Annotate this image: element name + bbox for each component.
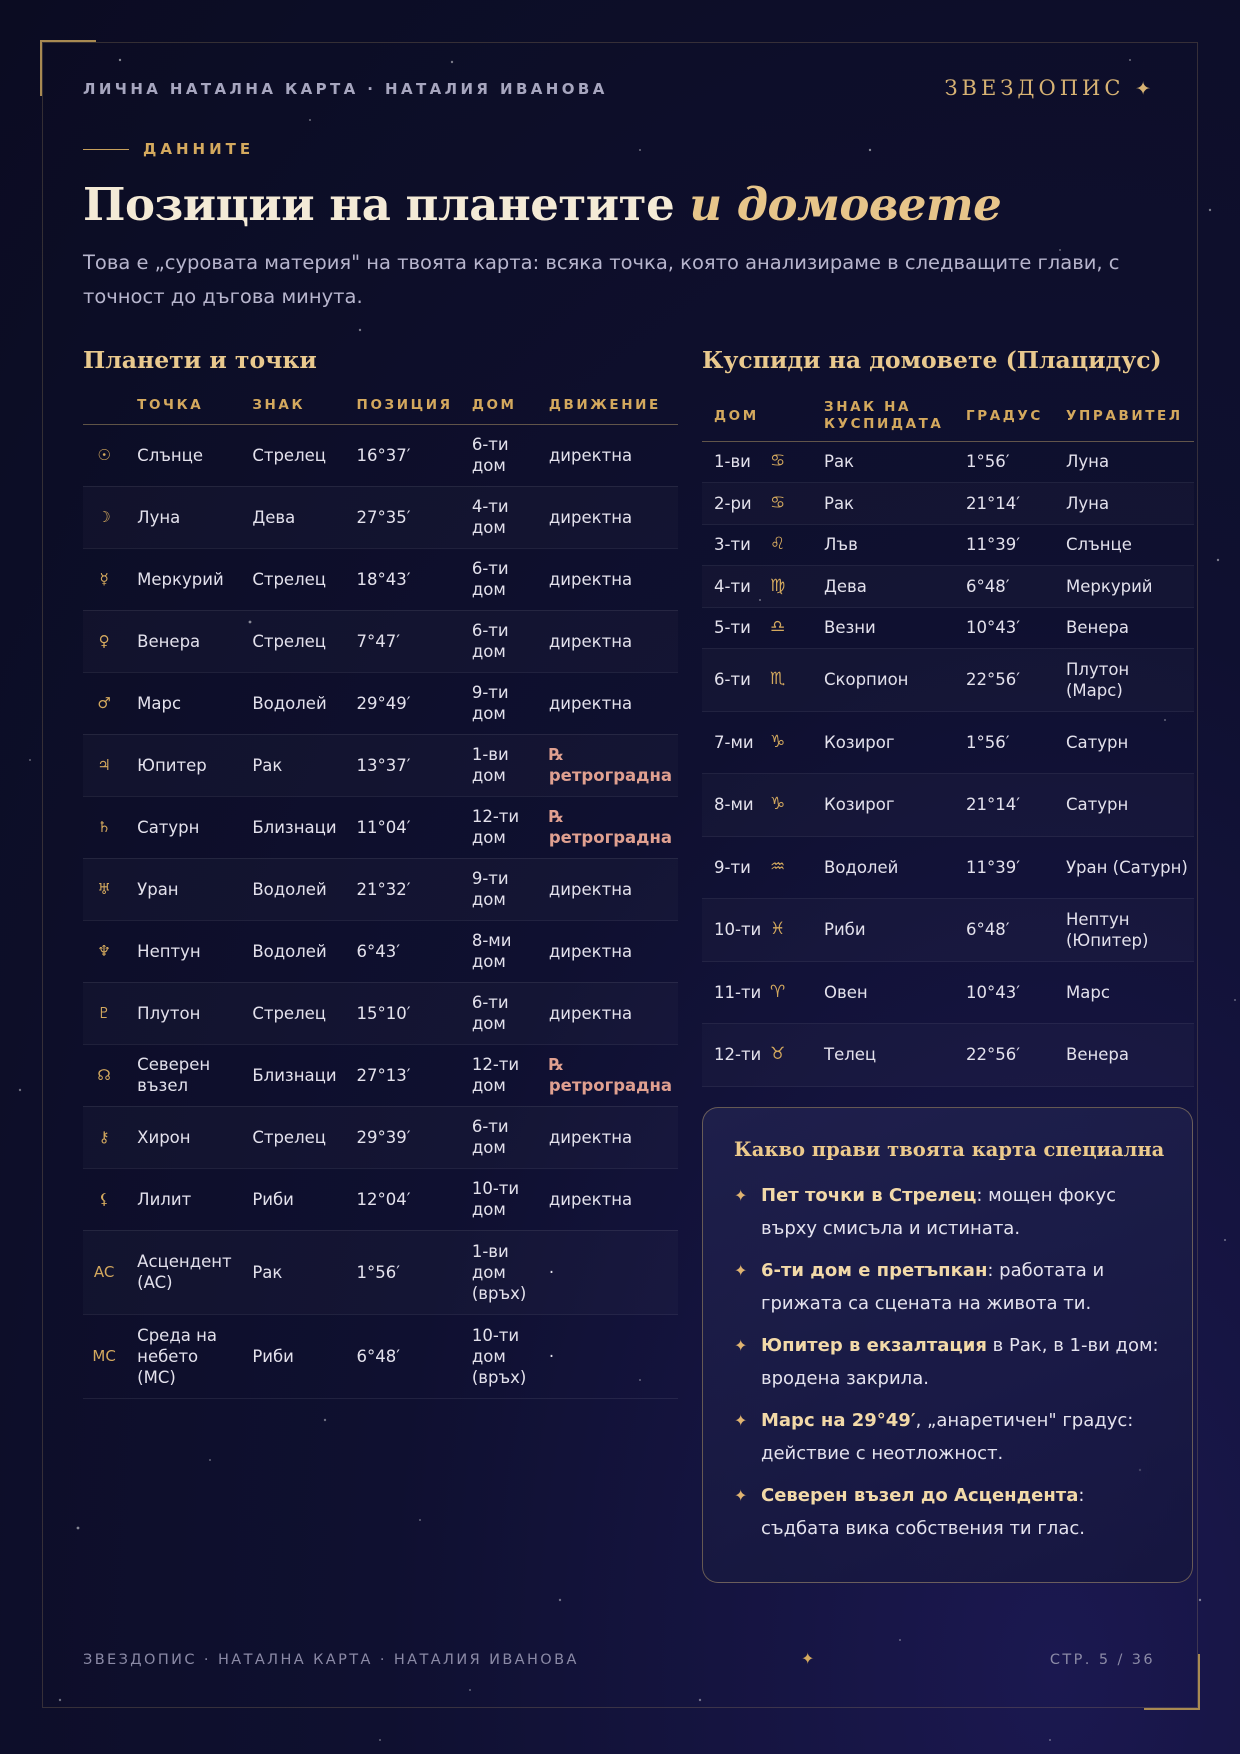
cusp-sign: Лъв	[824, 535, 858, 555]
house-ruler: Слънце	[1066, 535, 1132, 555]
column-header-cusp-sign: ЗНАК НА КУСПИДАТА	[824, 399, 944, 433]
planet-sign: Риби	[252, 1189, 294, 1209]
planet-sign: Водолей	[252, 941, 327, 961]
cusp-sign: Овен	[824, 982, 868, 1002]
planet-name: Луна	[137, 507, 181, 527]
cusp-sign: Рак	[824, 493, 855, 513]
footer-title: ЗВЕЗДОПИС · НАТАЛНА КАРТА · НАТАЛИЯ ИВАНОВА	[83, 1652, 579, 1668]
zodiac-sign-icon: ♑	[770, 731, 786, 752]
brand-name: ЗВЕЗДОПИС	[944, 76, 1125, 100]
house-number: 9-ти	[714, 857, 751, 877]
table-row	[83, 424, 678, 486]
page-title-main: Позиции на планетите	[83, 178, 675, 231]
cusp-sign: Везни	[824, 618, 876, 638]
brand-logo	[944, 76, 1155, 100]
zodiac-sign-icon: ♎	[770, 617, 786, 638]
table-row	[83, 1230, 678, 1314]
house-ruler: Луна	[1066, 493, 1110, 513]
house-ruler: Венера	[1066, 618, 1129, 638]
planet-house: 9-ти дом	[471, 683, 509, 723]
cusp-degree: 22°56′	[966, 670, 1020, 690]
house-ruler: Плутон (Марс)	[1066, 659, 1130, 700]
table-row	[702, 774, 1194, 837]
planet-house: 1-ви дом	[471, 745, 509, 785]
planet-house: 6-ти дом	[471, 1117, 509, 1157]
sparkle-bullet-icon: ✦	[734, 1261, 748, 1280]
planet-position: 27°35′	[356, 507, 411, 527]
planet-motion: директна	[548, 879, 633, 899]
cusp-degree: 21°14′	[966, 795, 1020, 815]
table-row	[83, 982, 678, 1044]
planet-motion: директна	[548, 1003, 633, 1023]
page-title	[83, 178, 1001, 231]
house-ruler: Меркурий	[1066, 576, 1153, 596]
planet-house: 4-ти дом	[471, 497, 509, 537]
page-header	[83, 76, 1155, 102]
cusp-degree: 10°43′	[966, 618, 1020, 638]
column-header-house: ДОМ	[471, 396, 517, 413]
special-card-title: Какво прави твоята карта специална	[734, 1138, 1165, 1161]
house-ruler: Марс	[1066, 982, 1110, 1002]
planet-house: 6-ти дом	[471, 435, 509, 475]
planet-position: 21°32′	[356, 879, 411, 899]
planet-motion: директна	[548, 1127, 633, 1147]
planet-motion: ℞ ретроградна	[548, 1055, 672, 1095]
column-header-symbol	[770, 392, 812, 441]
column-header-ruler: УПРАВИТЕЛ	[1066, 407, 1183, 424]
column-header-point: ТОЧКА	[137, 396, 204, 413]
cusp-degree: 6°48′	[966, 576, 1010, 596]
planet-symbol-icon: AC	[93, 1262, 115, 1281]
column-header-symbol	[83, 386, 131, 424]
planet-sign: Стрелец	[252, 631, 327, 651]
item-text: в Рак, в 1-ви дом: вродена закрила.	[761, 1335, 1159, 1389]
planet-sign: Стрелец	[252, 1127, 327, 1147]
house-number: 11-ти	[714, 982, 762, 1002]
planet-house: 6-ти дом	[471, 559, 509, 599]
column-header-sign: ЗНАК	[252, 396, 306, 413]
planet-name: Уран	[137, 879, 179, 899]
item-text: , „анаретичен" градус: действие с неотложност.	[761, 1410, 1134, 1464]
zodiac-sign-icon: ♒	[770, 856, 786, 877]
planet-symbol-icon: ⚷	[98, 1127, 110, 1146]
table-row	[83, 672, 678, 734]
planet-sign: Близнаци	[252, 817, 337, 837]
planet-symbol-icon: ☿	[99, 569, 109, 588]
highlight-text: Северен възел до Асцендента	[761, 1485, 1079, 1506]
cusp-sign: Козирог	[824, 732, 895, 752]
planet-name: Нептун	[137, 941, 201, 961]
list-item	[734, 1329, 1162, 1395]
cusp-degree: 21°14′	[966, 493, 1020, 513]
house-number: 1-ви	[714, 452, 751, 472]
house-ruler: Венера	[1066, 1045, 1129, 1065]
planet-house: 6-ти дом	[471, 621, 509, 661]
table-row	[702, 711, 1194, 774]
table-row	[83, 1106, 678, 1168]
zodiac-sign-icon: ♍	[770, 575, 786, 596]
planet-name: Марс	[137, 693, 182, 713]
planet-motion: ·	[548, 1346, 555, 1366]
houses-section-title: Куспиди на домовете (Плацидус)	[702, 346, 1162, 374]
planet-symbol-icon: ⚸	[98, 1189, 110, 1208]
planet-symbol-icon: ♇	[97, 1003, 111, 1022]
planet-position: 6°43′	[356, 941, 401, 961]
highlight-text: 6-ти дом е претъпкан	[761, 1260, 988, 1281]
planets-table	[83, 386, 678, 1399]
planet-name: Лилит	[137, 1189, 192, 1209]
house-number: 4-ти	[714, 576, 751, 596]
table-row	[83, 1314, 678, 1398]
planet-house: 6-ти дом	[471, 993, 509, 1033]
planet-sign: Близнаци	[252, 1065, 337, 1085]
planet-sign: Стрелец	[252, 445, 327, 465]
house-number: 5-ти	[714, 618, 751, 638]
planets-table-header	[83, 386, 678, 424]
table-row	[702, 483, 1194, 525]
planet-symbol-icon: MC	[92, 1346, 116, 1365]
planet-motion: директна	[548, 445, 633, 465]
sparkle-bullet-icon: ✦	[734, 1486, 748, 1505]
highlight-text: Юпитер в екзалтация	[761, 1335, 987, 1356]
planet-position: 7°47′	[356, 631, 401, 651]
cusp-sign: Телец	[824, 1045, 877, 1065]
houses-table-header	[702, 392, 1194, 441]
planet-house: 10-ти дом	[471, 1179, 520, 1219]
house-ruler: Уран (Сатурн)	[1066, 857, 1188, 877]
planet-position: 1°56′	[356, 1262, 401, 1282]
planet-house: 9-ти дом	[471, 869, 509, 909]
planet-sign: Рак	[252, 1262, 283, 1282]
zodiac-sign-icon: ♑	[770, 794, 786, 815]
planet-name: Плутон	[137, 1003, 201, 1023]
planet-name: Меркурий	[137, 569, 224, 589]
planet-symbol-icon: ♆	[97, 941, 111, 960]
planet-sign: Дева	[252, 507, 296, 527]
planet-name: Северен възел	[137, 1055, 211, 1095]
table-row	[702, 1024, 1194, 1087]
planet-motion: директна	[548, 507, 633, 527]
zodiac-sign-icon: ♉	[770, 1044, 786, 1065]
table-row	[702, 607, 1194, 649]
item-text: : мощен фокус върху смисъла и истината.	[761, 1185, 1117, 1239]
planet-symbol-icon: ♅	[97, 879, 111, 898]
cusp-degree: 1°56′	[966, 732, 1010, 752]
house-number: 7-ми	[714, 732, 754, 752]
list-item	[734, 1404, 1162, 1470]
table-row	[83, 858, 678, 920]
column-header-degree: ГРАДУС	[966, 407, 1043, 424]
table-row	[702, 899, 1194, 962]
footer-star-icon: ✦	[801, 1649, 815, 1668]
cusp-sign: Козирог	[824, 795, 895, 815]
cusp-sign: Риби	[824, 920, 866, 940]
planet-house: 1-ви дом (връх)	[471, 1241, 527, 1303]
column-header-position: ПОЗИЦИЯ	[356, 396, 453, 413]
house-number: 6-ти	[714, 670, 751, 690]
planet-name: Асцендент (AC)	[137, 1252, 232, 1292]
list-item	[734, 1479, 1162, 1545]
sparkle-bullet-icon: ✦	[734, 1336, 748, 1355]
kicker-text: ДАННИТЕ	[143, 140, 255, 158]
table-row	[83, 486, 678, 548]
special-features-card	[702, 1107, 1193, 1583]
planet-sign: Водолей	[252, 879, 327, 899]
planet-symbol-icon: ♃	[97, 755, 111, 774]
planet-motion: директна	[548, 1189, 633, 1209]
planet-motion: директна	[548, 569, 633, 589]
planet-position: 11°04′	[356, 817, 411, 837]
zodiac-sign-icon: ♌	[770, 534, 786, 555]
column-header-house: ДОМ	[714, 407, 759, 424]
planet-house: 10-ти дом (връх)	[471, 1325, 527, 1387]
sparkle-bullet-icon: ✦	[734, 1411, 748, 1430]
planet-motion: ℞ ретроградна	[548, 807, 672, 847]
house-number: 10-ти	[714, 920, 762, 940]
planet-symbol-icon: ♀	[98, 631, 110, 650]
planet-motion: директна	[548, 693, 633, 713]
planet-position: 29°49′	[356, 693, 411, 713]
planet-position: 18°43′	[356, 569, 411, 589]
highlight-text: Пет точки в Стрелец	[761, 1185, 977, 1206]
table-row	[83, 610, 678, 672]
item-text: : съдбата вика собствения ти глас.	[761, 1485, 1085, 1539]
list-item	[734, 1179, 1162, 1245]
planet-name: Среда на небето (MC)	[137, 1325, 217, 1387]
table-row	[702, 961, 1194, 1024]
planet-name: Венера	[137, 631, 201, 651]
planet-symbol-icon: ♄	[97, 817, 111, 836]
cusp-degree: 6°48′	[966, 920, 1010, 940]
table-row	[702, 649, 1194, 712]
planets-section-title: Планети и точки	[83, 346, 317, 374]
planet-symbol-icon: ☊	[97, 1065, 111, 1084]
house-ruler: Сатурн	[1066, 732, 1129, 752]
table-row	[702, 836, 1194, 899]
houses-table	[702, 392, 1194, 1087]
cusp-degree: 10°43′	[966, 982, 1020, 1002]
cusp-sign: Дева	[824, 576, 867, 596]
planet-motion: ·	[548, 1262, 555, 1282]
page-number: СТР. 5 / 36	[1049, 1652, 1155, 1668]
planet-position: 13°37′	[356, 755, 411, 775]
cusp-degree: 1°56′	[966, 452, 1010, 472]
planet-sign: Водолей	[252, 693, 327, 713]
kicker-line	[83, 149, 129, 150]
header-document-title: ЛИЧНА НАТАЛНА КАРТА · НАТАЛИЯ ИВАНОВА	[83, 80, 608, 98]
planet-name: Юпитер	[137, 755, 207, 775]
house-ruler: Луна	[1066, 452, 1110, 472]
house-ruler: Сатурн	[1066, 795, 1129, 815]
page-footer	[83, 1649, 1155, 1672]
zodiac-sign-icon: ♋	[770, 451, 786, 472]
table-row	[83, 920, 678, 982]
cusp-degree: 11°39′	[966, 857, 1020, 877]
list-item	[734, 1254, 1162, 1320]
page-title-accent: и домовете	[689, 178, 1002, 231]
cusp-sign: Скорпион	[824, 670, 909, 690]
planet-motion: ℞ ретроградна	[548, 745, 672, 785]
house-number: 12-ти	[714, 1045, 762, 1065]
zodiac-sign-icon: ♓	[770, 919, 786, 940]
table-row	[83, 1168, 678, 1230]
house-number: 3-ти	[714, 535, 751, 555]
cusp-sign: Водолей	[824, 857, 899, 877]
planet-sign: Риби	[252, 1346, 294, 1366]
cusp-degree: 11°39′	[966, 535, 1020, 555]
planet-position: 27°13′	[356, 1065, 411, 1085]
item-text: : работата и грижата са сцената на живота ти.	[761, 1260, 1105, 1314]
planet-symbol-icon: ♂	[97, 693, 111, 712]
planet-name: Слънце	[137, 445, 204, 465]
planet-sign: Стрелец	[252, 569, 327, 589]
table-row	[702, 441, 1194, 483]
planet-house: 12-ти дом	[471, 1055, 520, 1095]
table-row	[702, 524, 1194, 566]
sparkle-bullet-icon: ✦	[734, 1186, 748, 1205]
planet-position: 16°37′	[356, 445, 411, 465]
brand-star-icon: ✦	[1135, 78, 1155, 100]
table-row	[83, 548, 678, 610]
table-row	[83, 1044, 678, 1106]
planet-symbol-icon: ☽	[97, 507, 111, 526]
planet-sign: Стрелец	[252, 1003, 327, 1023]
planet-motion: директна	[548, 631, 633, 651]
planet-position: 12°04′	[356, 1189, 411, 1209]
planet-position: 6°48′	[356, 1346, 401, 1366]
planet-name: Сатурн	[137, 817, 200, 837]
planet-sign: Рак	[252, 755, 283, 775]
planet-position: 15°10′	[356, 1003, 411, 1023]
house-ruler: Нептун (Юпитер)	[1066, 909, 1149, 950]
highlight-text: Марс на 29°49′	[761, 1410, 916, 1431]
planet-motion: директна	[548, 941, 633, 961]
planet-position: 29°39′	[356, 1127, 411, 1147]
cusp-degree: 22°56′	[966, 1045, 1020, 1065]
zodiac-sign-icon: ♋	[770, 492, 786, 513]
zodiac-sign-icon: ♏	[770, 669, 786, 690]
column-header-motion: ДВИЖЕНИЕ	[548, 396, 661, 413]
house-number: 8-ми	[714, 795, 754, 815]
planet-symbol-icon: ☉	[97, 445, 111, 464]
intro-paragraph: Това е „суровата материя" на твоята карта: всяка точка, която анализираме в следващите глави, с точност до дъгова минута.	[83, 251, 1120, 308]
planet-house: 12-ти дом	[471, 807, 520, 847]
table-row	[702, 566, 1194, 608]
table-row	[83, 734, 678, 796]
table-row	[83, 796, 678, 858]
planet-name: Хирон	[137, 1127, 191, 1147]
planet-house: 8-ми дом	[471, 931, 512, 971]
cusp-sign: Рак	[824, 452, 855, 472]
zodiac-sign-icon: ♈	[770, 981, 786, 1002]
house-number: 2-ри	[714, 493, 752, 513]
special-features-list	[734, 1179, 1162, 1545]
